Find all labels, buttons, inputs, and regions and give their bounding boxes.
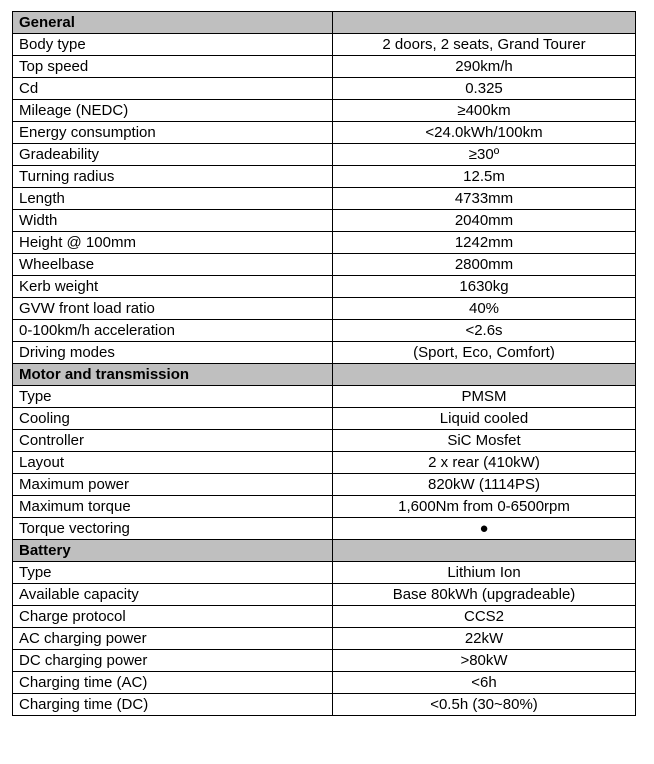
spec-value: 2040mm (333, 210, 636, 232)
spec-label: Type (13, 386, 333, 408)
spec-label: 0-100km/h acceleration (13, 320, 333, 342)
spec-value: <6h (333, 672, 636, 694)
spec-label: Turning radius (13, 166, 333, 188)
table-row (13, 628, 636, 650)
spec-value: 1,600Nm from 0-6500rpm (333, 496, 636, 518)
spec-value: <24.0kWh/100km (333, 122, 636, 144)
section-title: Battery (13, 540, 333, 562)
spec-label: Charging time (DC) (13, 694, 333, 716)
spec-value: 1630kg (333, 276, 636, 298)
table-row (13, 386, 636, 408)
table-row (13, 496, 636, 518)
spec-value: 4733mm (333, 188, 636, 210)
spec-label: Width (13, 210, 333, 232)
table-row (13, 100, 636, 122)
table-row (13, 672, 636, 694)
spec-label: Cooling (13, 408, 333, 430)
table-row (13, 474, 636, 496)
spec-label: Top speed (13, 56, 333, 78)
spec-value: ≥30º (333, 144, 636, 166)
spec-label: Torque vectoring (13, 518, 333, 540)
spec-value: 12.5m (333, 166, 636, 188)
spec-value: >80kW (333, 650, 636, 672)
table-row (13, 452, 636, 474)
table-row (13, 144, 636, 166)
table-row (13, 342, 636, 364)
section-header-blank-cell (333, 540, 636, 562)
table-row (13, 166, 636, 188)
spec-value: Base 80kWh (upgradeable) (333, 584, 636, 606)
table-row (13, 518, 636, 540)
section-header-blank-cell (333, 12, 636, 34)
spec-label: Gradeability (13, 144, 333, 166)
spec-label: Type (13, 562, 333, 584)
table-row (13, 298, 636, 320)
table-row (13, 34, 636, 56)
spec-value: Liquid cooled (333, 408, 636, 430)
spec-value: 2 doors, 2 seats, Grand Tourer (333, 34, 636, 56)
spec-table (12, 11, 636, 716)
spec-label: Height @ 100mm (13, 232, 333, 254)
table-row (13, 584, 636, 606)
spec-value: ≥400km (333, 100, 636, 122)
spec-label: Maximum power (13, 474, 333, 496)
spec-label: Kerb weight (13, 276, 333, 298)
spec-label: Layout (13, 452, 333, 474)
table-row (13, 408, 636, 430)
section-title: General (13, 12, 333, 34)
spec-value: SiC Mosfet (333, 430, 636, 452)
spec-label: Cd (13, 78, 333, 100)
spec-label: DC charging power (13, 650, 333, 672)
section-header-blank-cell (333, 364, 636, 386)
spec-value: 1242mm (333, 232, 636, 254)
table-row (13, 56, 636, 78)
table-row (13, 320, 636, 342)
spec-value: <0.5h (30~80%) (333, 694, 636, 716)
table-row (13, 606, 636, 628)
table-row (13, 188, 636, 210)
section-header-row (13, 540, 636, 562)
spec-label: AC charging power (13, 628, 333, 650)
spec-value: (Sport, Eco, Comfort) (333, 342, 636, 364)
spec-value: 290km/h (333, 56, 636, 78)
section-header-row (13, 364, 636, 386)
spec-value: ● (333, 518, 636, 540)
spec-value: 0.325 (333, 78, 636, 100)
spec-label: GVW front load ratio (13, 298, 333, 320)
spec-value: 22kW (333, 628, 636, 650)
table-row (13, 78, 636, 100)
spec-value: 820kW (1114PS) (333, 474, 636, 496)
spec-label: Mileage (NEDC) (13, 100, 333, 122)
spec-label: Length (13, 188, 333, 210)
table-row (13, 254, 636, 276)
table-row (13, 650, 636, 672)
spec-label: Wheelbase (13, 254, 333, 276)
spec-label: Charge protocol (13, 606, 333, 628)
table-row (13, 562, 636, 584)
spec-label: Charging time (AC) (13, 672, 333, 694)
spec-label: Body type (13, 34, 333, 56)
section-header-row (13, 12, 636, 34)
spec-value: CCS2 (333, 606, 636, 628)
table-row (13, 232, 636, 254)
spec-table-body (13, 12, 636, 716)
spec-value: <2.6s (333, 320, 636, 342)
table-row (13, 210, 636, 232)
spec-value: Lithium Ion (333, 562, 636, 584)
spec-label: Driving modes (13, 342, 333, 364)
spec-label: Available capacity (13, 584, 333, 606)
spec-value: 40% (333, 298, 636, 320)
table-row (13, 694, 636, 716)
spec-label: Energy consumption (13, 122, 333, 144)
spec-label: Controller (13, 430, 333, 452)
section-title: Motor and transmission (13, 364, 333, 386)
spec-value: 2 x rear (410kW) (333, 452, 636, 474)
spec-value: 2800mm (333, 254, 636, 276)
spec-value: PMSM (333, 386, 636, 408)
table-row (13, 276, 636, 298)
table-row (13, 122, 636, 144)
spec-label: Maximum torque (13, 496, 333, 518)
table-row (13, 430, 636, 452)
